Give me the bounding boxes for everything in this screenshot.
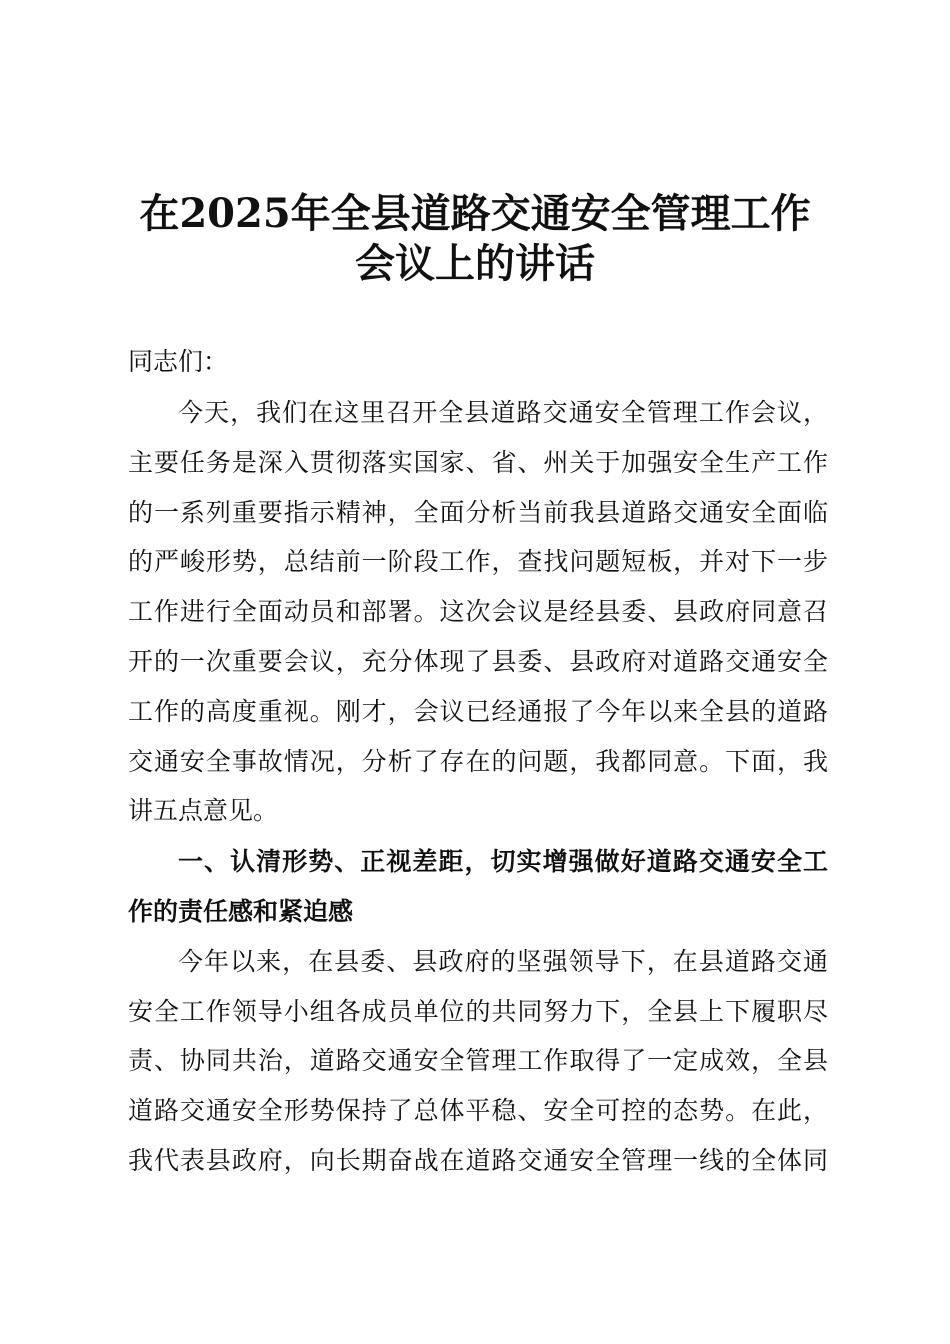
salutation: 同志们： — [128, 347, 229, 376]
paragraph-line: 交通安全事故情况，分析了存在的问题，我都同意。下面，我 — [128, 747, 828, 776]
paragraph-line: 工作进行全面动员和部署。这次会议是经县委、县政府同意召 — [128, 597, 828, 626]
paragraph-line: 开的一次重要会议，充分体现了县委、县政府对道路交通安全 — [128, 647, 828, 676]
section-heading-line-2: 作的责任感和紧迫感 — [128, 897, 354, 926]
paragraph-line: 今天，我们在这里召开全县道路交通安全管理工作会议， — [178, 398, 828, 427]
paragraph-line: 责、协同共治，道路交通安全管理工作取得了一定成效，全县 — [128, 1046, 828, 1075]
paragraph-line: 今年以来，在县委、县政府的坚强领导下，在县道路交通 — [178, 947, 828, 976]
paragraph-line: 我代表县政府，向长期奋战在道路交通安全管理一线的全体同 — [128, 1146, 828, 1175]
paragraph-line: 主要任务是深入贯彻落实国家、省、州关于加强安全生产工作 — [128, 448, 828, 477]
section-heading-line-1: 一、认清形势、正视差距，切实增强做好道路交通安全工 — [178, 847, 828, 876]
paragraph-line: 讲五点意见。 — [128, 796, 279, 825]
paragraph-line: 的严峻形势，总结前一阶段工作，查找问题短板，并对下一步 — [128, 547, 828, 576]
document-title-line-1: 在2025年全县道路交通安全管理工作 — [139, 190, 811, 237]
paragraph-line: 安全工作领导小组各成员单位的共同努力下，全县上下履职尽 — [128, 997, 828, 1026]
paragraph-line: 的一系列重要指示精神，全面分析当前我县道路交通安全面临 — [128, 498, 828, 527]
paragraph-line: 工作的高度重视。刚才，会议已经通报了今年以来全县的道路 — [128, 697, 828, 726]
document-title-line-2: 会议上的讲话 — [355, 240, 595, 287]
paragraph-line: 道路交通安全形势保持了总体平稳、安全可控的态势。在此， — [128, 1096, 828, 1125]
